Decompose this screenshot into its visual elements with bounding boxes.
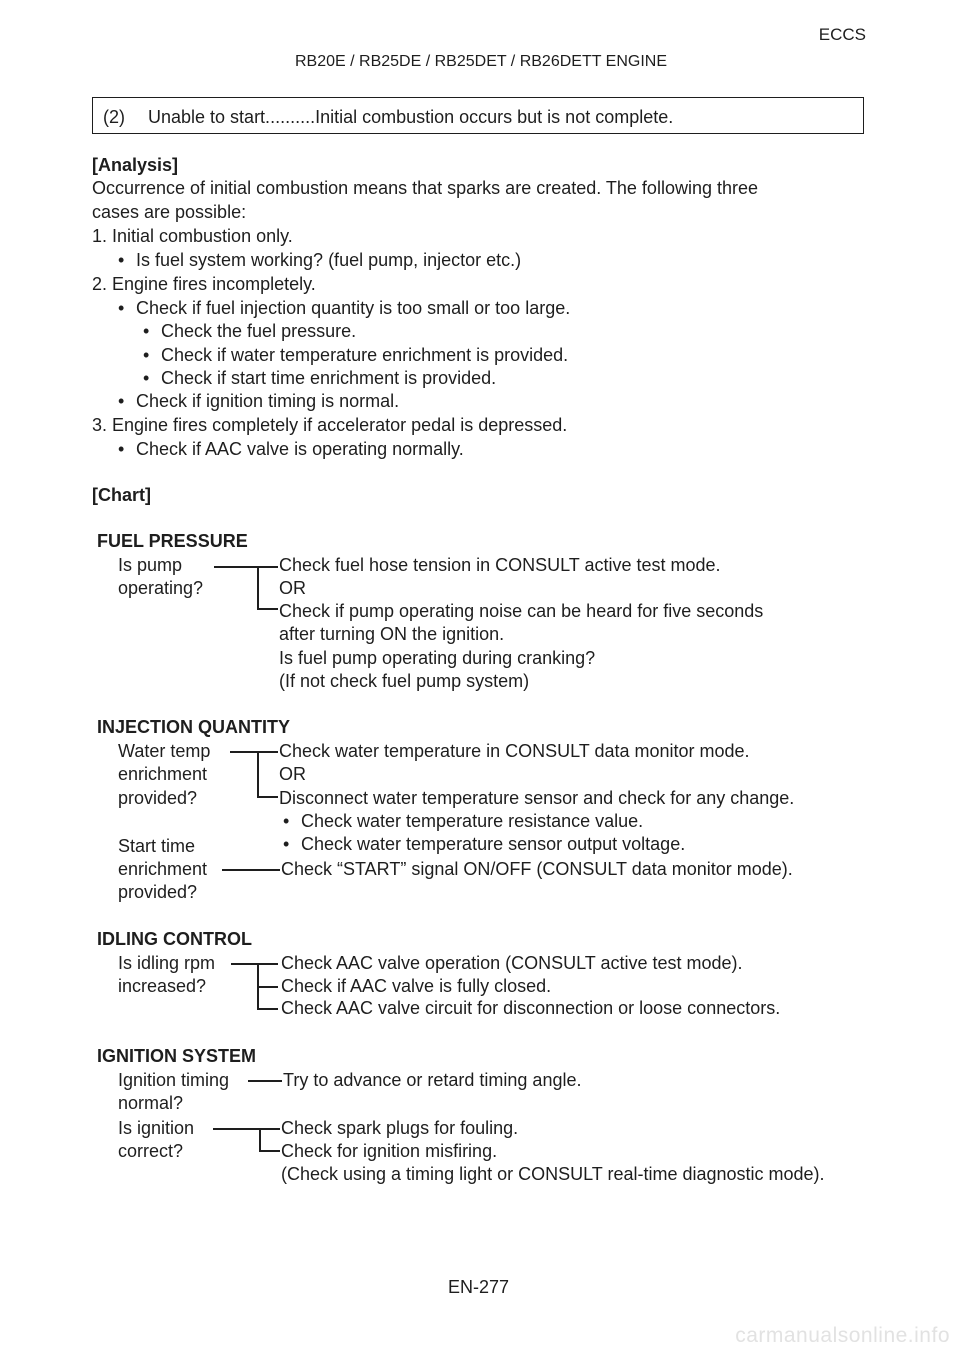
water-temp-line-5: • Check water temperature sensor output voltage. [283, 833, 685, 855]
analysis-intro-line2: cases are possible: [92, 202, 247, 222]
fuel-pressure-connector [214, 566, 278, 568]
ignition-correct-bracket [259, 1128, 261, 1151]
ignition-timing-question-line1: Ignition timing [118, 1070, 230, 1090]
start-time-question-line1: Start time [118, 836, 196, 856]
case-2-check-ignition: • Check if ignition timing is normal. [118, 390, 399, 412]
case-2: 2. Engine fires incompletely. [92, 274, 316, 294]
ignition-line-1: Check spark plugs for fouling. [281, 1118, 519, 1138]
case-2-check-fuel-pressure: • Check the fuel pressure. [143, 320, 356, 342]
ignition-correct-question-line2: correct? [118, 1141, 184, 1161]
water-temp-line-1: Check water temperature in CONSULT data monitor mode. [279, 741, 750, 761]
fuel-pressure-branch [257, 608, 278, 610]
analysis-intro-line1: Occurrence of initial combustion means that sparks are created. The following three [92, 178, 758, 198]
case-3: 3. Engine fires completely if accelerator pedal is depressed. [92, 415, 568, 435]
case-3-check-aac: • Check if AAC valve is operating normally. [118, 438, 464, 460]
ignition-timing-connector [248, 1080, 282, 1082]
idling-branch-1 [257, 986, 278, 988]
fuel-pressure-line-2: OR [279, 578, 306, 598]
ignition-correct-branch [259, 1150, 280, 1152]
chart-heading: [Chart] [92, 485, 151, 505]
water-temp-line-3: Disconnect water temperature sensor and check for any change. [279, 788, 795, 808]
water-temp-connector [230, 751, 278, 753]
start-time-question-line3: provided? [118, 882, 198, 902]
idling-connector [231, 963, 278, 965]
idling-line-3: Check AAC valve circuit for disconnection or loose connectors. [281, 998, 781, 1018]
case-1: 1. Initial combustion only. [92, 226, 293, 246]
section-label: ECCS [818, 25, 866, 44]
water-temp-line-2: OR [279, 764, 306, 784]
water-temp-question-line1: Water temp [118, 741, 211, 761]
fuel-pressure-line-4: after turning ON the ignition. [279, 624, 505, 644]
idling-branch-2 [257, 1008, 278, 1010]
injection-quantity-title: INJECTION QUANTITY [97, 717, 291, 737]
page-number: EN-277 [448, 1277, 510, 1297]
case-2-check-injection: • Check if fuel injection quantity is too small or too large. [118, 297, 570, 319]
engine-models: RB20E / RB25DE / RB25DET / RB26DETT ENGINE [295, 53, 667, 70]
idling-line-2: Check if AAC valve is fully closed. [281, 976, 552, 996]
idling-control-title: IDLING CONTROL [97, 929, 252, 949]
fuel-pressure-line-5: Is fuel pump operating during cranking? [279, 648, 596, 668]
ignition-timing-question-line2: normal? [118, 1093, 184, 1113]
water-temp-bracket [257, 751, 259, 797]
ignition-correct-question-line1: Is ignition [118, 1118, 195, 1138]
ignition-system-title: IGNITION SYSTEM [97, 1046, 257, 1066]
water-temp-question-line3: provided? [118, 788, 198, 808]
ignition-line-3: (Check using a timing light or CONSULT real-time diagnostic mode). [281, 1164, 825, 1184]
idling-question-line1: Is idling rpm [118, 953, 216, 973]
idling-line-1: Check AAC valve operation (CONSULT active test mode). [281, 953, 743, 973]
fuel-pressure-bracket [257, 566, 259, 609]
fuel-pressure-title: FUEL PRESSURE [97, 531, 248, 551]
start-time-line: Check “START” signal ON/OFF (CONSULT data monitor mode). [281, 859, 793, 879]
analysis-heading: [Analysis] [92, 155, 179, 175]
case-2-check-water-temp: • Check if water temperature enrichment is provided. [143, 344, 568, 366]
water-temp-line-4: • Check water temperature resistance value. [283, 810, 643, 832]
watermark: carmanualsonline.info [735, 1324, 950, 1347]
water-temp-branch [257, 796, 278, 798]
water-temp-question-line2: enrichment [118, 764, 208, 784]
case-2-check-start-time: • Check if start time enrichment is provided. [143, 367, 496, 389]
ignition-line-2: Check for ignition misfiring. [281, 1141, 498, 1161]
problem-number: (2) [103, 107, 125, 127]
ignition-timing-line: Try to advance or retard timing angle. [283, 1070, 582, 1090]
fuel-pressure-line-1: Check fuel hose tension in CONSULT active test mode. [279, 555, 721, 575]
start-time-connector [222, 869, 280, 871]
idling-question-line2: increased? [118, 976, 207, 996]
problem-text: Unable to start..........Initial combustion occurs but is not complete. [148, 107, 674, 127]
start-time-question-line2: enrichment [118, 859, 208, 879]
ignition-correct-connector [213, 1128, 280, 1130]
case-1-check: • Is fuel system working? (fuel pump, injector etc.) [118, 249, 521, 271]
fuel-pressure-line-6: (If not check fuel pump system) [279, 671, 530, 691]
fuel-pressure-question-line2: operating? [118, 578, 204, 598]
fuel-pressure-question-line1: Is pump [118, 555, 183, 575]
fuel-pressure-line-3: Check if pump operating noise can be heard for five seconds [279, 601, 764, 621]
